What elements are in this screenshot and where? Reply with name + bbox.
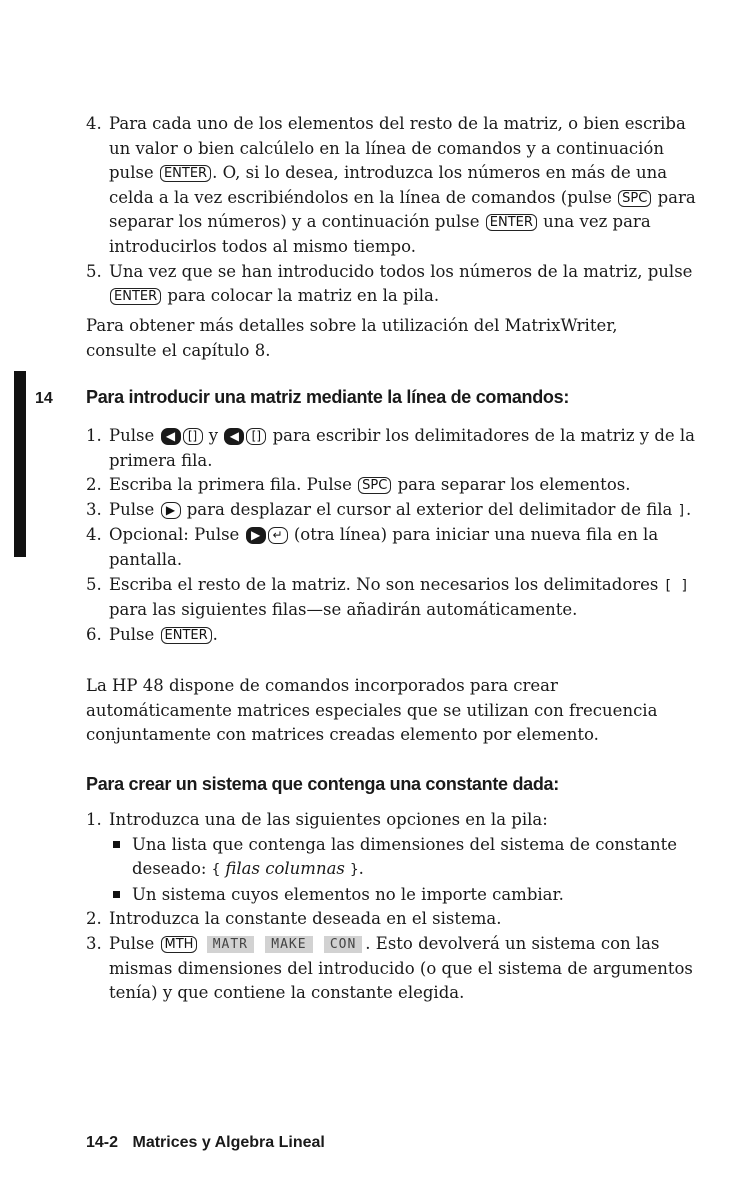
- bullet-square-icon: [113, 841, 120, 848]
- step-6: 6. Pulse ENTER .: [86, 624, 218, 644]
- cursor-right-key-icon: ▶: [161, 502, 181, 519]
- steps-list-command-line: [86, 424, 706, 647]
- chapter-title: Matrices y Algebra Lineal: [132, 1134, 325, 1151]
- options-list: [109, 833, 706, 908]
- step-4: 4. Para cada uno de los elementos del resto de la matriz, o bien escriba un valor o bien calcúlelo en la línea de comandos y a continuación pulse ENTER . O, si lo desea, introduzca los números en más de una celda a la vez escribiéndolos en la línea de comandos (pulse SPC para separar los números) y a continuación pulse ENTER una vez para introducirlos todos al mismo tiempo.: [86, 114, 696, 256]
- menu-label-con: CON: [324, 936, 362, 953]
- paragraph-matrixwriter: Para obtener más detalles sobre la utilización del MatrixWriter, consulte el capítulo 8.: [86, 316, 618, 360]
- enter-key: ENTER: [161, 627, 212, 644]
- step-4: 4. Opcional: Pulse ▶ ↵ (otra línea) para iniciar una nueva fila en la pantalla.: [86, 525, 659, 569]
- section-heading-constant-array: Para crear un sistema que contenga una constante dada:: [86, 774, 559, 794]
- right-shift-key-icon: ▶: [246, 527, 266, 544]
- newline-key-icon: ↵: [268, 527, 288, 544]
- page-footer: [86, 1134, 325, 1152]
- menu-label-matr: MATR: [207, 936, 254, 953]
- spc-key: SPC: [618, 190, 651, 207]
- enter-key: ENTER: [110, 288, 161, 305]
- chapter-number: 14: [35, 390, 53, 407]
- step-2: 2. Escriba la primera fila. Pulse SPC para separar los elementos.: [86, 475, 631, 495]
- steps-list-continued: [86, 112, 706, 309]
- enter-key: ENTER: [160, 165, 211, 182]
- step-3: 3. Pulse MTH MATR MAKE CON . Esto devolverá un sistema con las mismas dimensiones del introducido (o que el sistema de argumentos tenía) y que contiene la constante elegida.: [86, 933, 693, 1003]
- delimiter-glyph: [ ]: [663, 577, 689, 594]
- steps-list-constant-array: [86, 808, 706, 1006]
- step-5: 5. Escriba el resto de la matriz. No son necesarios los delimitadores [ ] para las siguientes filas—se añadirán automáticamente.: [86, 574, 689, 620]
- step-1: 1. Introduzca una de las siguientes opciones en la pila: Una lista que contenga las dimensiones del sistema de constante deseado: { filas columnas }. Un sistema cuyos elementos no le importe cambiar.: [86, 808, 706, 907]
- page-number: 14-2: [86, 1134, 119, 1151]
- option-dimension-list: Una lista que contenga las dimensiones del sistema de constante deseado: { filas columnas }.: [109, 833, 706, 883]
- menu-label-make: MAKE: [265, 936, 312, 953]
- section-heading-command-line: Para introducir una matriz mediante la línea de comandos:: [86, 387, 570, 407]
- step-2: 2. Introduzca la constante deseada en el sistema.: [86, 909, 502, 929]
- bracket-key-icon: []: [183, 428, 203, 445]
- step-5: 5. Una vez que se han introducido todos los números de la matriz, pulse ENTER para colocar la matriz en la pila.: [86, 261, 693, 306]
- step-3: 3. Pulse ▶ para desplazar el cursor al exterior del delimitador de fila ].: [86, 499, 692, 519]
- spc-key: SPC: [358, 477, 391, 494]
- chapter-tab-bar: [14, 371, 26, 557]
- option-existing-array: Un sistema cuyos elementos no le importe cambiar.: [109, 883, 706, 908]
- left-shift-key-icon: ◀: [224, 428, 244, 445]
- paragraph-builtin-commands: La HP 48 dispone de comandos incorporados para crear automáticamente matrices especiales que se utilizan con frecuencia conjuntamente con matrices creadas elemento por elemento.: [86, 676, 658, 745]
- row-delimiter-glyph: ]: [677, 502, 687, 519]
- enter-key: ENTER: [486, 214, 537, 231]
- bracket-key-icon: []: [246, 428, 266, 445]
- left-shift-key-icon: ◀: [161, 428, 181, 445]
- mth-key: MTH: [161, 936, 198, 953]
- step-1: 1. Pulse ◀ [] y ◀ [] para escribir los delimitadores de la matriz y de la primera fila.: [86, 426, 696, 470]
- bullet-square-icon: [113, 891, 120, 898]
